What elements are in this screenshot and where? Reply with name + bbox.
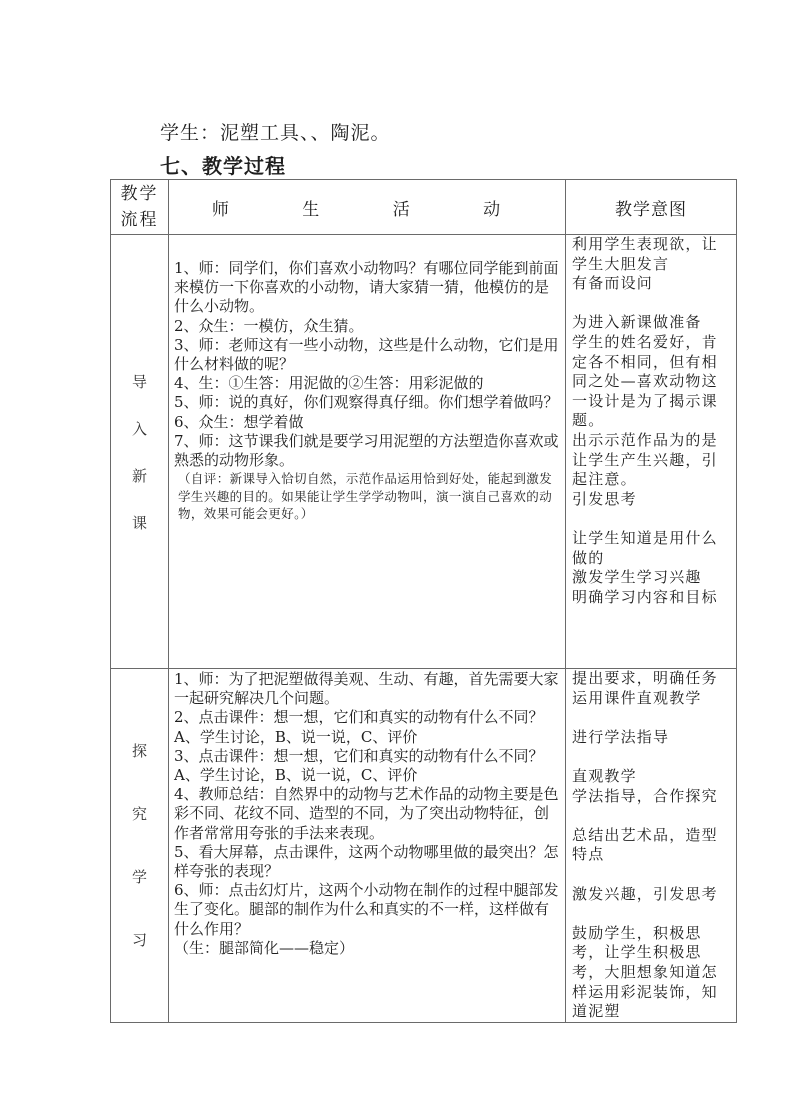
intent-item: 为进入新课做准备 [572,313,702,332]
header-activities: 师 生 活 动 [169,180,566,235]
activity-item: 3、点击课件：想一想，它们和真实的动物有什么不同？ [174,746,544,765]
table-row [111,669,737,1023]
stage-char: 习 [131,931,147,950]
activity-item: （生：腿部简化——稳定） [174,938,355,957]
header-teaching-flow [111,180,169,235]
header-intent: 教学意图 [566,180,737,235]
intent-item: 鼓励学生，积极思考，让学生积极思考，大胆想象知道怎样运用彩泥装饰，知道泥塑 [572,923,718,1021]
stage-char: 课 [131,513,147,532]
teaching-process-table [110,179,737,1023]
intent-item: 运用课件直观教学 [572,688,702,707]
intent-item: 直观教学 [572,766,637,785]
stage-cell-inquiry [111,669,169,1023]
activity-item: 1、师：为了把泥塑做得美观、生动、有趣，首先需要大家一起研究解决几个问题。 [174,670,559,708]
header-line: 教学 [120,184,159,204]
activity-item: 4、生：①生答：用泥做的②生答：用彩泥做的 [174,374,484,393]
stage-char: 新 [131,466,147,485]
intent-item: 出示示范作品为的是让学生产生兴趣，引起注意。 [572,430,718,489]
intent-item: 激发学生学习兴趣 [572,568,702,587]
intent-item: 学生的姓名爱好，肯定各不相同，但有相同之处—喜欢动物这一设计是为了揭示课题。 [572,332,718,430]
intent-item: 提出要求，明确任务 [572,669,718,687]
intent-item: 激发兴趣，引发思考 [572,884,718,903]
activity-item: A、学生讨论，B、说一说，C、评价 [174,727,418,746]
activity-item: 4、教师总结：自然界中的动物与艺术作品的动物主要是色彩不同、花纹不同、造型的不同，为了突出动物特征，创作者常常用夸张的手法来表现。 [174,785,559,842]
stage-char: 究 [131,805,147,824]
intent-item: 利用学生表现欲，让学生大胆发言 [572,235,718,273]
activity-item: A、学生讨论，B、说一说，C、评价 [174,766,418,785]
activity-item: 2、点击课件：想一想，它们和真实的动物有什么不同？ [174,708,544,727]
activities-cell [169,669,566,1023]
activity-item: 3、师：老师这有一些小动物，这些是什么动物，它们是用什么材料做的呢？ [174,335,559,374]
table-header-row [111,180,737,235]
activity-item: 6、师：点击幻灯片，这两个小动物在制作的过程中腿部发生了变化。腿部的制作为什么和真实的不一样，这样做有什么作用？ [174,881,559,938]
activities-cell [169,235,566,669]
intent-cell [566,669,737,1023]
activity-item: 5、师：说的真好，你们观察得真仔细。你们想学着做吗？ [174,393,559,412]
intent-item: 引发思考 [572,489,637,508]
stage-char: 探 [131,742,147,761]
intent-item: 让学生知道是用什么做的 [572,528,718,567]
self-evaluation-note: （自评：新课导入恰切自然，示范作品运用恰到好处，能起到激发学生兴趣的目的。如果能让学生学学动物叫，演一演自己喜欢的动物，效果可能会更好。） [178,471,553,522]
activity-item: 5、看大屏幕，点击课件，这两个动物哪里做的最突出？怎样夸张的表现？ [174,842,559,881]
activity-item: 1、师：同学们，你们喜欢小动物吗？有哪位同学能到前面来模仿一下你喜欢的小动物，请大家猜一猜，他模仿的是什么小动物。 [174,259,559,316]
stage-char: 学 [131,868,147,887]
intent-item: 有备而设问 [572,274,654,293]
intent-cell [566,235,737,669]
activity-item: 6、众生：想学着做 [174,412,304,431]
stage-char: 入 [131,419,147,438]
intent-item: 学法指导，合作探究 [572,786,718,805]
materials-line: 学生：泥塑工具、、陶泥。 [160,122,391,144]
intent-item: 进行学法指导 [572,727,670,746]
intent-item: 总结出艺术品，造型特点 [572,825,718,864]
stage-char: 导 [131,372,147,391]
section-title: 七、教学过程 [160,154,286,178]
activity-item: 7、师：这节课我们就是要学习用泥塑的方法塑造你喜欢或熟悉的动物形象。 [174,431,559,470]
header-line: 流程 [120,210,159,230]
stage-cell-intro [111,235,169,669]
activity-item: 2、众生：一模仿，众生猜。 [174,316,364,335]
table-row [111,235,737,669]
intent-item: 明确学习内容和目标 [572,587,718,606]
